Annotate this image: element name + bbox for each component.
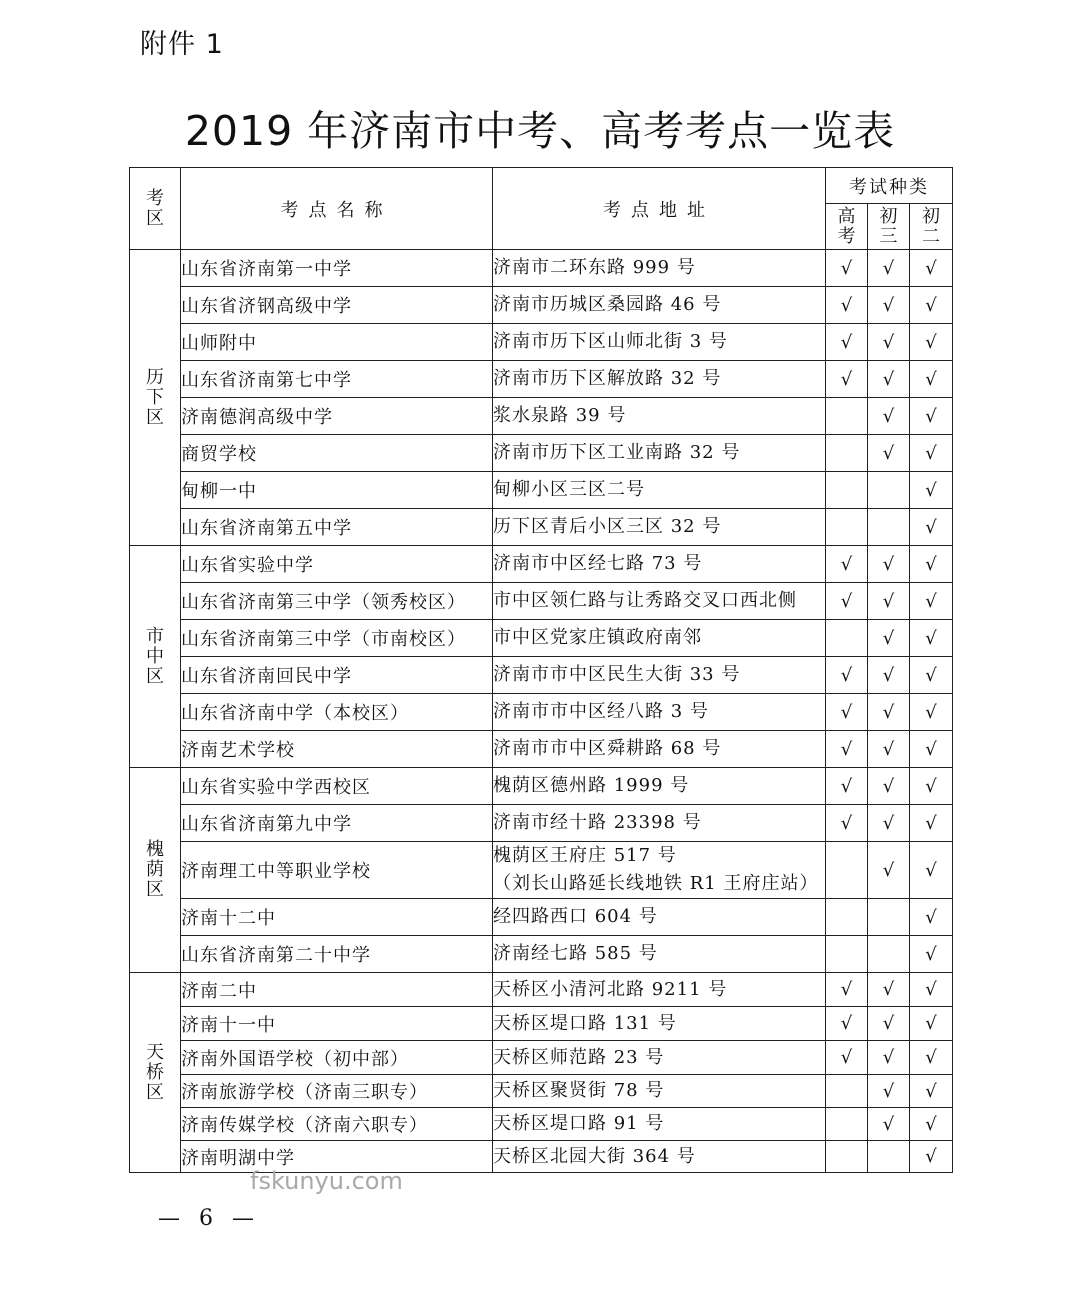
chusan-check: √ bbox=[868, 324, 910, 361]
site-name: 山东省济南第二十中学 bbox=[181, 936, 493, 973]
chuer-check: √ bbox=[910, 731, 953, 768]
gaokao-check bbox=[826, 435, 868, 472]
chuer-check: √ bbox=[910, 398, 953, 435]
header-site-name: 考点名称 bbox=[181, 168, 493, 250]
gaokao-check bbox=[826, 842, 868, 899]
header-chusan: 初 三 bbox=[868, 204, 910, 250]
gaokao-check: √ bbox=[826, 731, 868, 768]
exam-sites-table bbox=[129, 167, 953, 1173]
chusan-check: √ bbox=[868, 398, 910, 435]
chuer-check: √ bbox=[910, 936, 953, 973]
site-address: 济南市历下区山师北街 3 号 bbox=[493, 324, 826, 361]
site-address: 济南市市中区舜耕路 68 号 bbox=[493, 731, 826, 768]
chuer-check: √ bbox=[910, 324, 953, 361]
table-row bbox=[130, 1108, 953, 1141]
site-name: 济南外国语学校（初中部） bbox=[181, 1041, 493, 1075]
chuer-check: √ bbox=[910, 973, 953, 1007]
chuer-check: √ bbox=[910, 287, 953, 324]
site-name: 山东省济钢高级中学 bbox=[181, 287, 493, 324]
gaokao-check bbox=[826, 509, 868, 546]
site-address: 市中区党家庄镇政府南邻 bbox=[493, 620, 826, 657]
site-name: 山东省济南第七中学 bbox=[181, 361, 493, 398]
site-address: 济南经七路 585 号 bbox=[493, 936, 826, 973]
site-address: 济南市历下区工业南路 32 号 bbox=[493, 435, 826, 472]
gaokao-check: √ bbox=[826, 1041, 868, 1075]
header-district: 考 区 bbox=[130, 168, 181, 250]
site-address: 浆水泉路 39 号 bbox=[493, 398, 826, 435]
site-address: 槐荫区王府庄 517 号 （刘长山路延长线地铁 R1 王府庄站） bbox=[493, 842, 826, 899]
gaokao-check: √ bbox=[826, 1007, 868, 1041]
site-address: 槐荫区德州路 1999 号 bbox=[493, 768, 826, 805]
chuer-check: √ bbox=[910, 1075, 953, 1108]
chusan-check: √ bbox=[868, 583, 910, 620]
site-name: 济南理工中等职业学校 bbox=[181, 842, 493, 899]
site-address: 济南市中区经七路 73 号 bbox=[493, 546, 826, 583]
site-address: 历下区青后小区三区 32 号 bbox=[493, 509, 826, 546]
site-name: 山东省济南第五中学 bbox=[181, 509, 493, 546]
gaokao-check: √ bbox=[826, 324, 868, 361]
chusan-check bbox=[868, 472, 910, 509]
district-cell: 历 下 区 bbox=[130, 250, 181, 546]
chusan-check: √ bbox=[868, 287, 910, 324]
chuer-check: √ bbox=[910, 509, 953, 546]
table-row bbox=[130, 768, 953, 805]
chuer-check: √ bbox=[910, 250, 953, 287]
table-row bbox=[130, 620, 953, 657]
site-name: 济南二中 bbox=[181, 973, 493, 1007]
chuer-check: √ bbox=[910, 842, 953, 899]
site-name: 山东省济南中学（本校区） bbox=[181, 694, 493, 731]
site-address: 天桥区师范路 23 号 bbox=[493, 1041, 826, 1075]
table-row bbox=[130, 287, 953, 324]
site-name: 山东省济南回民中学 bbox=[181, 657, 493, 694]
chuer-check: √ bbox=[910, 1108, 953, 1141]
gaokao-check bbox=[826, 472, 868, 509]
chusan-check: √ bbox=[868, 731, 910, 768]
table-row bbox=[130, 731, 953, 768]
watermark: fskunyu.com bbox=[250, 1167, 403, 1195]
table-row bbox=[130, 842, 953, 899]
table-row bbox=[130, 324, 953, 361]
site-name: 山东省实验中学 bbox=[181, 546, 493, 583]
gaokao-check: √ bbox=[826, 657, 868, 694]
chusan-check: √ bbox=[868, 250, 910, 287]
site-address: 天桥区堤口路 91 号 bbox=[493, 1108, 826, 1141]
chusan-check: √ bbox=[868, 435, 910, 472]
table-row bbox=[130, 936, 953, 973]
gaokao-check: √ bbox=[826, 805, 868, 842]
gaokao-check: √ bbox=[826, 583, 868, 620]
site-address: 济南市二环东路 999 号 bbox=[493, 250, 826, 287]
district-cell: 市 中 区 bbox=[130, 546, 181, 768]
chusan-check bbox=[868, 936, 910, 973]
table-row bbox=[130, 472, 953, 509]
site-name: 甸柳一中 bbox=[181, 472, 493, 509]
chusan-check: √ bbox=[868, 973, 910, 1007]
table-row bbox=[130, 250, 953, 287]
table-row bbox=[130, 899, 953, 936]
site-address: 济南市历城区桑园路 46 号 bbox=[493, 287, 826, 324]
site-name: 商贸学校 bbox=[181, 435, 493, 472]
chusan-check bbox=[868, 509, 910, 546]
header-chuer: 初 二 bbox=[910, 204, 953, 250]
site-name: 山东省济南第三中学（领秀校区） bbox=[181, 583, 493, 620]
site-address: 市中区领仁路与让秀路交叉口西北侧 bbox=[493, 583, 826, 620]
chusan-check: √ bbox=[868, 620, 910, 657]
site-address: 天桥区堤口路 131 号 bbox=[493, 1007, 826, 1041]
gaokao-check: √ bbox=[826, 361, 868, 398]
chuer-check: √ bbox=[910, 768, 953, 805]
site-address: 济南市市中区经八路 3 号 bbox=[493, 694, 826, 731]
chusan-check: √ bbox=[868, 1041, 910, 1075]
chusan-check: √ bbox=[868, 657, 910, 694]
district-cell: 天 桥 区 bbox=[130, 973, 181, 1173]
chuer-check: √ bbox=[910, 899, 953, 936]
gaokao-check bbox=[826, 936, 868, 973]
chuer-check: √ bbox=[910, 435, 953, 472]
document-title: 2019 年济南市中考、高考考点一览表 bbox=[184, 107, 896, 155]
gaokao-check: √ bbox=[826, 546, 868, 583]
site-address: 济南市市中区民生大街 33 号 bbox=[493, 657, 826, 694]
site-name: 山东省济南第九中学 bbox=[181, 805, 493, 842]
chusan-check: √ bbox=[868, 805, 910, 842]
gaokao-check bbox=[826, 620, 868, 657]
gaokao-check bbox=[826, 1075, 868, 1108]
chuer-check: √ bbox=[910, 694, 953, 731]
chusan-check: √ bbox=[868, 1108, 910, 1141]
header-site-address: 考点地址 bbox=[493, 168, 826, 250]
site-name: 济南十一中 bbox=[181, 1007, 493, 1041]
gaokao-check: √ bbox=[826, 694, 868, 731]
chusan-check: √ bbox=[868, 1007, 910, 1041]
table-row bbox=[130, 657, 953, 694]
chusan-check: √ bbox=[868, 546, 910, 583]
gaokao-check bbox=[826, 899, 868, 936]
table-row bbox=[130, 398, 953, 435]
table-row bbox=[130, 361, 953, 398]
gaokao-check: √ bbox=[826, 768, 868, 805]
site-address: 济南市经十路 23398 号 bbox=[493, 805, 826, 842]
site-name: 济南旅游学校（济南三职专） bbox=[181, 1075, 493, 1108]
chusan-check: √ bbox=[868, 1075, 910, 1108]
site-name: 济南艺术学校 bbox=[181, 731, 493, 768]
chuer-check: √ bbox=[910, 1041, 953, 1075]
table-row bbox=[130, 1041, 953, 1075]
gaokao-check bbox=[826, 1141, 868, 1173]
site-name: 山东省济南第三中学（市南校区） bbox=[181, 620, 493, 657]
gaokao-check: √ bbox=[826, 287, 868, 324]
site-name: 济南十二中 bbox=[181, 899, 493, 936]
site-name: 山师附中 bbox=[181, 324, 493, 361]
chusan-check: √ bbox=[868, 842, 910, 899]
chuer-check: √ bbox=[910, 1007, 953, 1041]
table-row bbox=[130, 583, 953, 620]
table-row bbox=[130, 509, 953, 546]
site-name: 山东省济南第一中学 bbox=[181, 250, 493, 287]
chuer-check: √ bbox=[910, 620, 953, 657]
chuer-check: √ bbox=[910, 546, 953, 583]
district-cell: 槐 荫 区 bbox=[130, 768, 181, 973]
gaokao-check: √ bbox=[826, 250, 868, 287]
chusan-check: √ bbox=[868, 361, 910, 398]
site-address: 天桥区小清河北路 9211 号 bbox=[493, 973, 826, 1007]
chusan-check: √ bbox=[868, 768, 910, 805]
gaokao-check bbox=[826, 398, 868, 435]
site-name: 济南明湖中学 bbox=[181, 1141, 493, 1173]
chuer-check: √ bbox=[910, 805, 953, 842]
table-row bbox=[130, 1007, 953, 1041]
attachment-label: 附件 1 bbox=[140, 29, 224, 60]
header-exam-types: 考试种类 bbox=[826, 168, 953, 204]
site-address: 经四路西口 604 号 bbox=[493, 899, 826, 936]
site-address: 天桥区聚贤街 78 号 bbox=[493, 1075, 826, 1108]
site-name: 济南传媒学校（济南六职专） bbox=[181, 1108, 493, 1141]
chusan-check bbox=[868, 1141, 910, 1173]
chuer-check: √ bbox=[910, 1141, 953, 1173]
table-row bbox=[130, 973, 953, 1007]
table-row bbox=[130, 694, 953, 731]
table-row bbox=[130, 435, 953, 472]
header-gaokao: 高 考 bbox=[826, 204, 868, 250]
gaokao-check: √ bbox=[826, 973, 868, 1007]
page-number: — 6 — bbox=[158, 1206, 260, 1231]
table-row bbox=[130, 546, 953, 583]
chuer-check: √ bbox=[910, 472, 953, 509]
chuer-check: √ bbox=[910, 361, 953, 398]
chusan-check: √ bbox=[868, 694, 910, 731]
chuer-check: √ bbox=[910, 657, 953, 694]
site-name: 山东省实验中学西校区 bbox=[181, 768, 493, 805]
gaokao-check bbox=[826, 1108, 868, 1141]
site-address: 济南市历下区解放路 32 号 bbox=[493, 361, 826, 398]
table-row bbox=[130, 1075, 953, 1108]
site-address: 天桥区北园大街 364 号 bbox=[493, 1141, 826, 1173]
chuer-check: √ bbox=[910, 583, 953, 620]
site-name: 济南德润高级中学 bbox=[181, 398, 493, 435]
site-address: 甸柳小区三区二号 bbox=[493, 472, 826, 509]
table-row bbox=[130, 805, 953, 842]
chusan-check bbox=[868, 899, 910, 936]
